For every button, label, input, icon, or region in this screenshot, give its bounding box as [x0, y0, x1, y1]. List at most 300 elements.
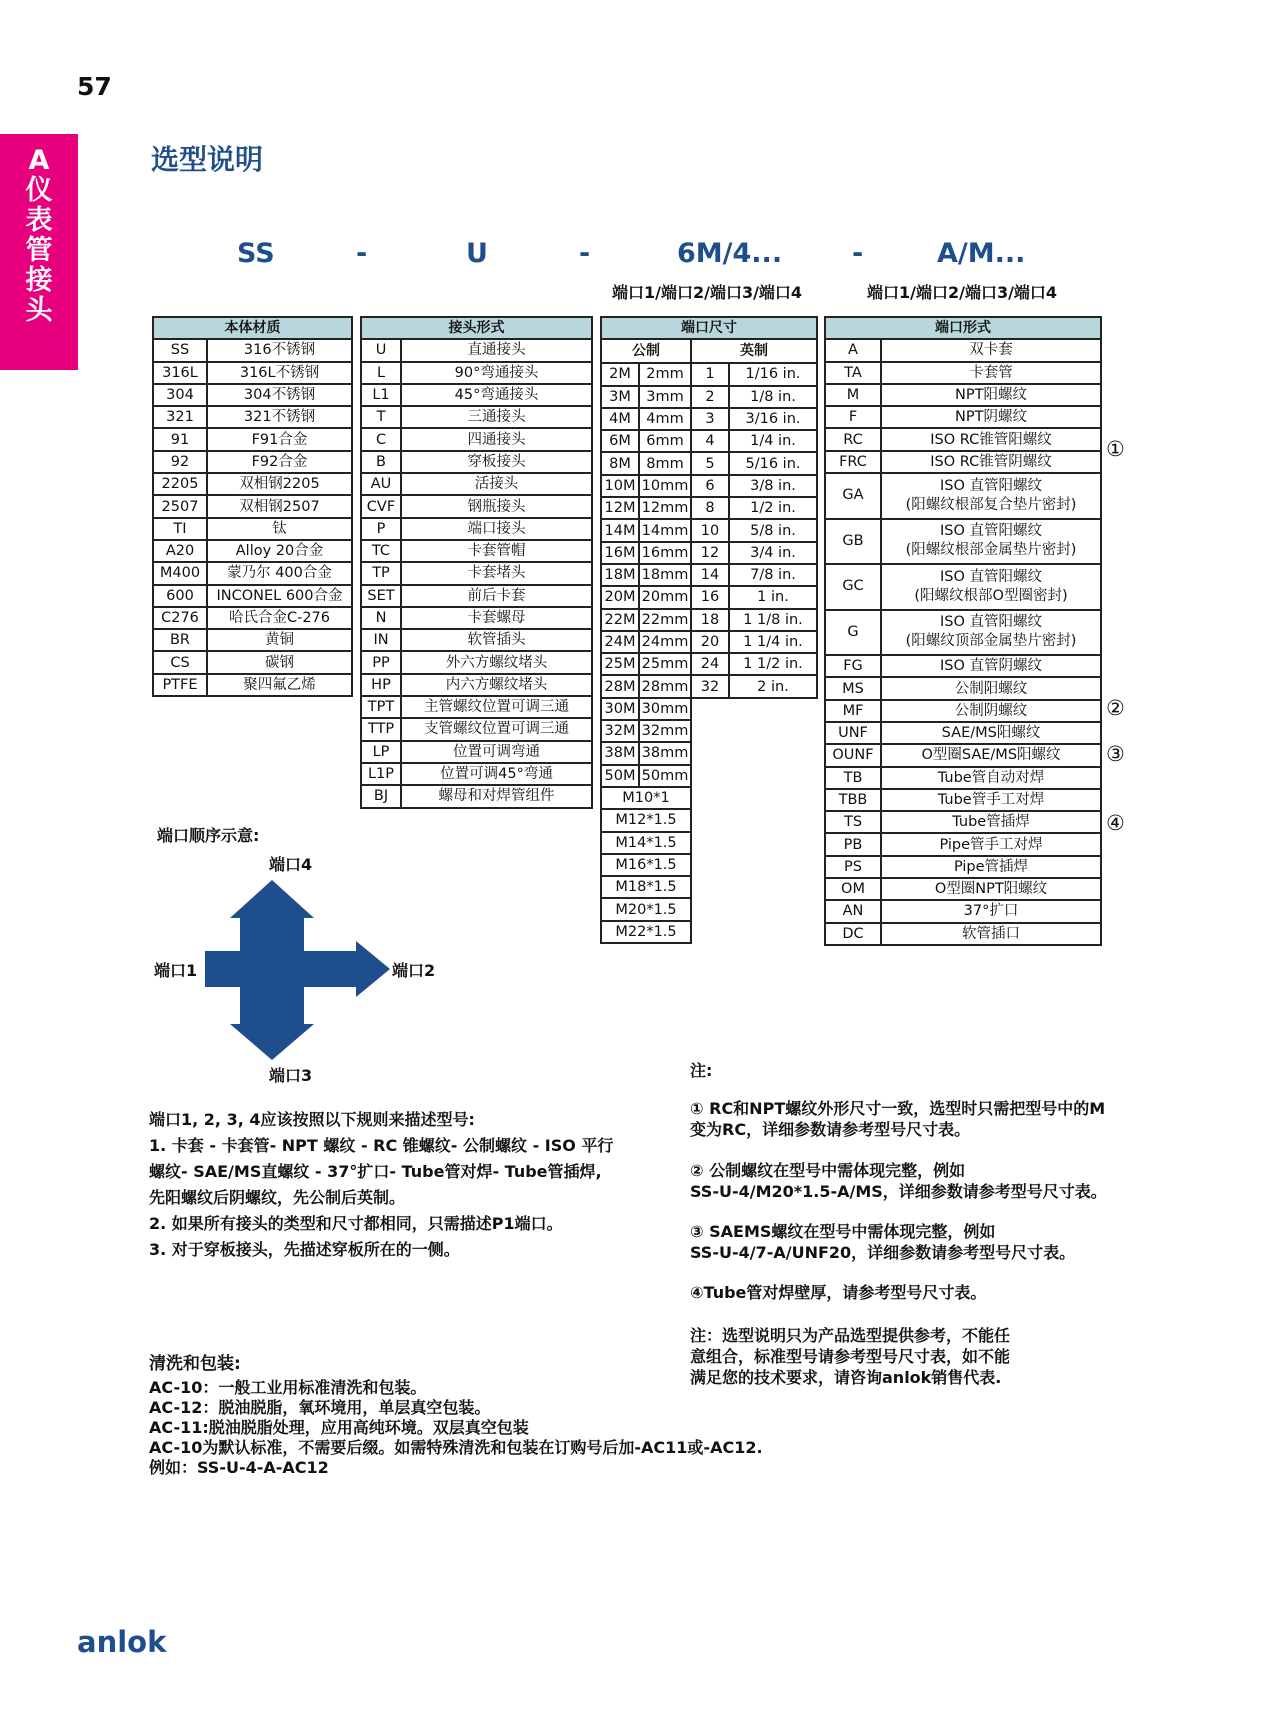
size-metric-value: 18mm — [639, 564, 691, 586]
size-metric-code: 25M — [601, 653, 639, 675]
size-metric-value: 3mm — [639, 386, 691, 408]
diagram-port1-label: 端口1 — [154, 961, 198, 980]
size-metric-value: 50mm — [639, 765, 691, 787]
size-metric-value: 10mm — [639, 475, 691, 497]
size-metric-value: 4mm — [639, 408, 691, 430]
size-imperial-value: 1 1/8 in. — [729, 609, 817, 631]
table-row — [825, 339, 1101, 361]
table-row — [601, 452, 817, 474]
note-line: 变为RC，详细参数请参考型号尺寸表。 — [690, 1120, 971, 1139]
port-desc — [881, 339, 1101, 361]
size-metric-value: 14mm — [639, 519, 691, 541]
port-code: PS — [825, 856, 881, 878]
material-code: 2205 — [153, 473, 207, 495]
port-code: F — [825, 406, 881, 428]
empty-cell — [691, 898, 817, 920]
connector-desc: 45°弯通接头 — [401, 384, 592, 406]
connector-desc: 支管螺纹位置可调三通 — [401, 718, 592, 740]
table-header: 端口形式 — [825, 317, 1101, 339]
note-3 — [690, 1221, 1150, 1263]
port-desc-line: Tube管自动对焊 — [937, 769, 1045, 786]
table-row — [153, 562, 352, 584]
port-code: GA — [825, 473, 881, 519]
table-row — [361, 629, 592, 651]
section-tab-char: 仪 — [25, 175, 53, 206]
connector-code: T — [361, 406, 401, 428]
size-imperial-value: 1/8 in. — [729, 386, 817, 408]
material-code: 304 — [153, 384, 207, 406]
size-metric-value: 6mm — [639, 430, 691, 452]
size-metric-code: 38M — [601, 742, 639, 764]
size-table — [600, 316, 818, 944]
material-desc: 316不锈钢 — [207, 339, 352, 361]
empty-cell — [691, 742, 817, 764]
material-desc: F92合金 — [207, 451, 352, 473]
size-imperial-value: 1/4 in. — [729, 430, 817, 452]
port-desc — [881, 406, 1101, 428]
port-desc — [881, 900, 1101, 922]
connector-desc: 钢瓶接头 — [401, 495, 592, 517]
note-marker-2: ② — [1106, 696, 1125, 720]
port-desc — [881, 451, 1101, 473]
size-metric-value: 20mm — [639, 586, 691, 608]
connector-desc: 前后卡套 — [401, 585, 592, 607]
connector-desc: 端口接头 — [401, 518, 592, 540]
material-code: 92 — [153, 451, 207, 473]
size-metric-code: 28M — [601, 675, 639, 697]
connector-desc: 主管螺纹位置可调三通 — [401, 696, 592, 718]
size-thread-value: M16*1.5 — [601, 854, 691, 876]
connector-desc: 位置可调弯通 — [401, 741, 592, 763]
connector-desc: 外六方螺纹堵头 — [401, 651, 592, 673]
size-metric-code: 20M — [601, 586, 639, 608]
table-header: 端口尺寸 — [601, 317, 817, 339]
size-imperial-value: 3/4 in. — [729, 542, 817, 564]
table-row — [361, 674, 592, 696]
material-code: C276 — [153, 607, 207, 629]
port-code: OM — [825, 878, 881, 900]
connector-code: TTP — [361, 718, 401, 740]
connector-code: LP — [361, 741, 401, 763]
table-row — [825, 610, 1101, 656]
connector-desc: 三通接头 — [401, 406, 592, 428]
table-row — [825, 317, 1101, 339]
table-row — [153, 518, 352, 540]
table-row — [825, 789, 1101, 811]
size-metric-code: 22M — [601, 609, 639, 631]
port-desc — [881, 677, 1101, 699]
size-imperial-value: 5/16 in. — [729, 452, 817, 474]
material-code: 91 — [153, 428, 207, 450]
port-desc — [881, 878, 1101, 900]
table-row — [361, 518, 592, 540]
port-desc — [881, 923, 1101, 945]
port-desc-line: 37°扩口 — [963, 903, 1019, 920]
table-header: 接头形式 — [361, 317, 592, 339]
table-row — [361, 741, 592, 763]
cleaning-line: AC-12：脱油脱脂，氧环境用，单层真空包装。 — [149, 1398, 491, 1417]
note-marker-4: ④ — [1106, 811, 1125, 835]
empty-cell — [691, 854, 817, 876]
connector-code: TP — [361, 562, 401, 584]
connector-code: IN — [361, 629, 401, 651]
material-desc: 碳钢 — [207, 651, 352, 673]
note-line: 意组合，标准型号请参考型号尺寸表，如不能 — [690, 1347, 1011, 1366]
table-row — [361, 607, 592, 629]
port-desc — [881, 473, 1101, 519]
size-imperial-code: 18 — [691, 609, 729, 631]
port-desc — [881, 428, 1101, 450]
table-row — [601, 921, 817, 943]
size-metric-value: 8mm — [639, 452, 691, 474]
material-code: CS — [153, 651, 207, 673]
empty-cell — [691, 921, 817, 943]
table-row — [153, 495, 352, 517]
table-row — [825, 384, 1101, 406]
table-row — [361, 362, 592, 384]
note-2 — [690, 1160, 1150, 1202]
material-desc: Alloy 20合金 — [207, 540, 352, 562]
connector-desc: 穿板接头 — [401, 451, 592, 473]
size-metric-code: 16M — [601, 542, 639, 564]
table-row — [601, 564, 817, 586]
rule-line: 螺纹- SAE/MS直螺纹 - 37°扩口- Tube管对焊- Tube管插焊, — [149, 1162, 602, 1181]
port-desc-line: 软管插口 — [962, 925, 1020, 942]
note-line: ④Tube管对焊壁厚，请参考型号尺寸表。 — [690, 1283, 987, 1302]
port-code: TS — [825, 811, 881, 833]
table-row — [601, 898, 817, 920]
material-code: M400 — [153, 562, 207, 584]
table-row — [361, 451, 592, 473]
connector-code: L1P — [361, 763, 401, 785]
rule-line: 3. 对于穿板接头，先描述穿板所在的一侧。 — [149, 1240, 460, 1259]
empty-cell — [691, 832, 817, 854]
port-desc-line: O型圈SAE/MS阳螺纹 — [921, 747, 1061, 764]
port-desc-line: 双卡套 — [969, 342, 1013, 359]
port-desc-line: ISO 直管阳螺纹 — [939, 477, 1042, 494]
port-desc — [881, 362, 1101, 384]
table-row — [153, 317, 352, 339]
cleaning-block — [149, 1378, 1049, 1478]
table-row — [153, 406, 352, 428]
port-code: FG — [825, 655, 881, 677]
connector-code: TPT — [361, 696, 401, 718]
table-row — [825, 655, 1101, 677]
size-imperial-code: 8 — [691, 497, 729, 519]
page-title: 选型说明 — [151, 143, 264, 176]
section-tab-letter: A — [28, 145, 50, 176]
size-metric-code: 18M — [601, 564, 639, 586]
table-row — [153, 674, 352, 696]
size-imperial-code: 4 — [691, 430, 729, 452]
size-imperial-code: 20 — [691, 631, 729, 653]
port-desc — [881, 610, 1101, 656]
table-row — [601, 430, 817, 452]
size-imperial-code: 1 — [691, 363, 729, 385]
table-row — [361, 651, 592, 673]
size-thread-value: M22*1.5 — [601, 921, 691, 943]
material-code: PTFE — [153, 674, 207, 696]
material-code: 316L — [153, 362, 207, 384]
table-row — [601, 809, 817, 831]
port-code: FRC — [825, 451, 881, 473]
port-desc-line: ISO 直管阳螺纹 — [939, 523, 1042, 540]
table-row — [825, 362, 1101, 384]
note-marker-3: ③ — [1106, 742, 1125, 766]
note-4 — [690, 1282, 1150, 1303]
port-desc — [881, 767, 1101, 789]
connector-desc: 90°弯通接头 — [401, 362, 592, 384]
section-tab-char: 管 — [25, 235, 53, 266]
port-desc-line: Tube管插焊 — [952, 814, 1030, 831]
rule-line: 先阳螺纹后阴螺纹，先公制后英制。 — [149, 1188, 406, 1207]
connector-desc: 卡套螺母 — [401, 607, 592, 629]
size-thread-value: M18*1.5 — [601, 876, 691, 898]
material-desc: 钛 — [207, 518, 352, 540]
empty-cell — [691, 787, 817, 809]
connector-code: C — [361, 428, 401, 450]
port-desc — [881, 856, 1101, 878]
port-desc — [881, 833, 1101, 855]
port-table — [824, 316, 1102, 946]
size-imperial-code: 14 — [691, 564, 729, 586]
connector-code: L1 — [361, 384, 401, 406]
port-code: GC — [825, 564, 881, 610]
table-row — [361, 785, 592, 807]
port-desc-line: (阳螺纹顶部金属垫片密封) — [905, 633, 1077, 650]
table-row — [153, 585, 352, 607]
table-row — [601, 698, 817, 720]
size-metric-code: 14M — [601, 519, 639, 541]
size-metric-code: 4M — [601, 408, 639, 430]
port-desc-line: ISO 直管阴螺纹 — [939, 658, 1042, 675]
diagram-port3-label: 端口3 — [269, 1066, 313, 1085]
port-desc-line: ISO 直管阳螺纹 — [939, 614, 1042, 631]
port-code: AN — [825, 900, 881, 922]
notes-title: 注: — [690, 1061, 713, 1080]
table-row — [153, 473, 352, 495]
code-dash: - — [579, 238, 591, 269]
table-row — [601, 542, 817, 564]
port-code: OUNF — [825, 744, 881, 766]
diagram-port2-label: 端口2 — [392, 961, 436, 980]
note-line: ② 公制螺纹在型号中需体现完整，例如 — [690, 1161, 966, 1180]
port-code: TBB — [825, 789, 881, 811]
size-metric-value: 30mm — [639, 698, 691, 720]
size-imperial-code: 24 — [691, 653, 729, 675]
port-code: G — [825, 610, 881, 656]
material-desc: 321不锈钢 — [207, 406, 352, 428]
section-tab-char: 接 — [25, 265, 53, 296]
port-code: M — [825, 384, 881, 406]
size-metric-code: 24M — [601, 631, 639, 653]
metric-header: 公制 — [601, 339, 691, 363]
material-code: 321 — [153, 406, 207, 428]
table-row — [601, 386, 817, 408]
size-thread-value: M14*1.5 — [601, 832, 691, 854]
port-code: MF — [825, 700, 881, 722]
rule-line: 端口1, 2, 3, 4应该按照以下规则来描述型号: — [149, 1110, 475, 1129]
size-imperial-value: 1 1/2 in. — [729, 653, 817, 675]
table-row — [825, 767, 1101, 789]
note-line: SS-U-4/M20*1.5-A/MS，详细参数请参考型号尺寸表。 — [690, 1182, 1107, 1201]
table-row — [601, 832, 817, 854]
table-row — [825, 856, 1101, 878]
connector-code: SET — [361, 585, 401, 607]
connector-code: PP — [361, 651, 401, 673]
material-desc: 黄铜 — [207, 629, 352, 651]
port-desc-line: SAE/MS阳螺纹 — [941, 725, 1041, 742]
material-code: SS — [153, 339, 207, 361]
table-row — [361, 473, 592, 495]
connector-code: U — [361, 339, 401, 361]
size-metric-code: 12M — [601, 497, 639, 519]
material-desc: 哈氏合金C-276 — [207, 607, 352, 629]
size-imperial-value: 2 in. — [729, 675, 817, 697]
table-row — [825, 428, 1101, 450]
table-row — [601, 519, 817, 541]
empty-cell — [691, 698, 817, 720]
table-row — [361, 384, 592, 406]
port-cross-arrows — [205, 880, 390, 1060]
section-tab-char: 表 — [25, 205, 53, 236]
port-desc-line: 卡套管 — [969, 364, 1013, 381]
size-metric-value: 32mm — [639, 720, 691, 742]
table-row — [825, 564, 1101, 610]
size-metric-code: 30M — [601, 698, 639, 720]
code-size-sublabel: 端口1/端口2/端口3/端口4 — [612, 283, 803, 302]
material-desc: INCONEL 600合金 — [207, 585, 352, 607]
table-row — [601, 653, 817, 675]
port-desc — [881, 789, 1101, 811]
table-row — [825, 900, 1101, 922]
size-imperial-value: 5/8 in. — [729, 519, 817, 541]
material-desc: 蒙乃尔 400合金 — [207, 562, 352, 584]
size-imperial-code: 3 — [691, 408, 729, 430]
port-code: A — [825, 339, 881, 361]
table-row — [825, 744, 1101, 766]
size-metric-value: 12mm — [639, 497, 691, 519]
table-row — [153, 362, 352, 384]
table-row — [601, 363, 817, 385]
table-row — [153, 651, 352, 673]
imperial-header: 英制 — [691, 339, 817, 363]
table-row — [361, 763, 592, 785]
size-metric-code: 10M — [601, 475, 639, 497]
size-metric-value: 38mm — [639, 742, 691, 764]
port-desc — [881, 519, 1101, 565]
size-thread-value: M20*1.5 — [601, 898, 691, 920]
material-code: 600 — [153, 585, 207, 607]
table-row — [601, 876, 817, 898]
table-row — [601, 586, 817, 608]
material-code: 2507 — [153, 495, 207, 517]
connector-desc: 软管插头 — [401, 629, 592, 651]
table-row — [361, 585, 592, 607]
table-row — [153, 428, 352, 450]
size-imperial-code: 32 — [691, 675, 729, 697]
port-code: UNF — [825, 722, 881, 744]
size-imperial-value: 1/16 in. — [729, 363, 817, 385]
table-row — [153, 607, 352, 629]
material-code: A20 — [153, 540, 207, 562]
port-code: TB — [825, 767, 881, 789]
table-row — [153, 629, 352, 651]
page-number: 57 — [77, 72, 112, 101]
port-code: TA — [825, 362, 881, 384]
table-row — [361, 317, 592, 339]
connector-desc: 位置可调45°弯通 — [401, 763, 592, 785]
table-row — [601, 854, 817, 876]
table-row — [153, 540, 352, 562]
connector-desc: 卡套堵头 — [401, 562, 592, 584]
size-imperial-value: 3/16 in. — [729, 408, 817, 430]
table-row — [361, 428, 592, 450]
table-header: 本体材质 — [153, 317, 352, 339]
table-row — [825, 451, 1101, 473]
table-row — [361, 495, 592, 517]
cleaning-line: AC-10：一般工业用标准清洗和包装。 — [149, 1378, 427, 1397]
size-imperial-value: 1/2 in. — [729, 497, 817, 519]
table-row — [361, 696, 592, 718]
table-row — [825, 700, 1101, 722]
code-connector: U — [466, 238, 488, 269]
port-desc-line: (阳螺纹根部复合垫片密封) — [905, 496, 1077, 513]
port-desc-line: NPT阳螺纹 — [955, 387, 1027, 404]
table-row — [601, 631, 817, 653]
empty-cell — [691, 876, 817, 898]
port-desc-line: ISO RC锥管阴螺纹 — [930, 453, 1052, 470]
port-desc — [881, 811, 1101, 833]
port-desc-line: Pipe管手工对焊 — [939, 836, 1043, 853]
section-tab-char: 头 — [25, 295, 53, 326]
size-metric-value: 16mm — [639, 542, 691, 564]
cleaning-title: 清洗和包装: — [149, 1354, 241, 1374]
connector-code: HP — [361, 674, 401, 696]
diagram-title: 端口顺序示意: — [157, 826, 260, 845]
brand-logo: anlok — [77, 1625, 167, 1659]
material-desc: F91合金 — [207, 428, 352, 450]
size-imperial-code: 16 — [691, 586, 729, 608]
size-imperial-code: 2 — [691, 386, 729, 408]
table-row — [601, 317, 817, 339]
size-imperial-value: 1 in. — [729, 586, 817, 608]
connector-code: AU — [361, 473, 401, 495]
connector-desc: 直通接头 — [401, 339, 592, 361]
code-size: 6M/4... — [677, 238, 783, 269]
port-desc-line: Tube管手工对焊 — [937, 792, 1045, 808]
connector-code: CVF — [361, 495, 401, 517]
port-code: DC — [825, 923, 881, 945]
table-row — [601, 675, 817, 697]
port-desc-line: 公制阴螺纹 — [954, 702, 1028, 719]
port-code: MS — [825, 677, 881, 699]
connector-desc: 四通接头 — [401, 428, 592, 450]
table-row — [601, 475, 817, 497]
table-row — [601, 408, 817, 430]
cleaning-line: 例如：SS-U-4-A-AC12 — [149, 1458, 329, 1477]
port-desc-line: Pipe管插焊 — [953, 858, 1029, 875]
material-desc: 304不锈钢 — [207, 384, 352, 406]
connector-code: B — [361, 451, 401, 473]
port-desc — [881, 722, 1101, 744]
connector-code: BJ — [361, 785, 401, 807]
connector-table — [360, 316, 593, 809]
size-metric-value: 25mm — [639, 653, 691, 675]
table-row — [153, 384, 352, 406]
table-row — [825, 677, 1101, 699]
empty-cell — [691, 809, 817, 831]
